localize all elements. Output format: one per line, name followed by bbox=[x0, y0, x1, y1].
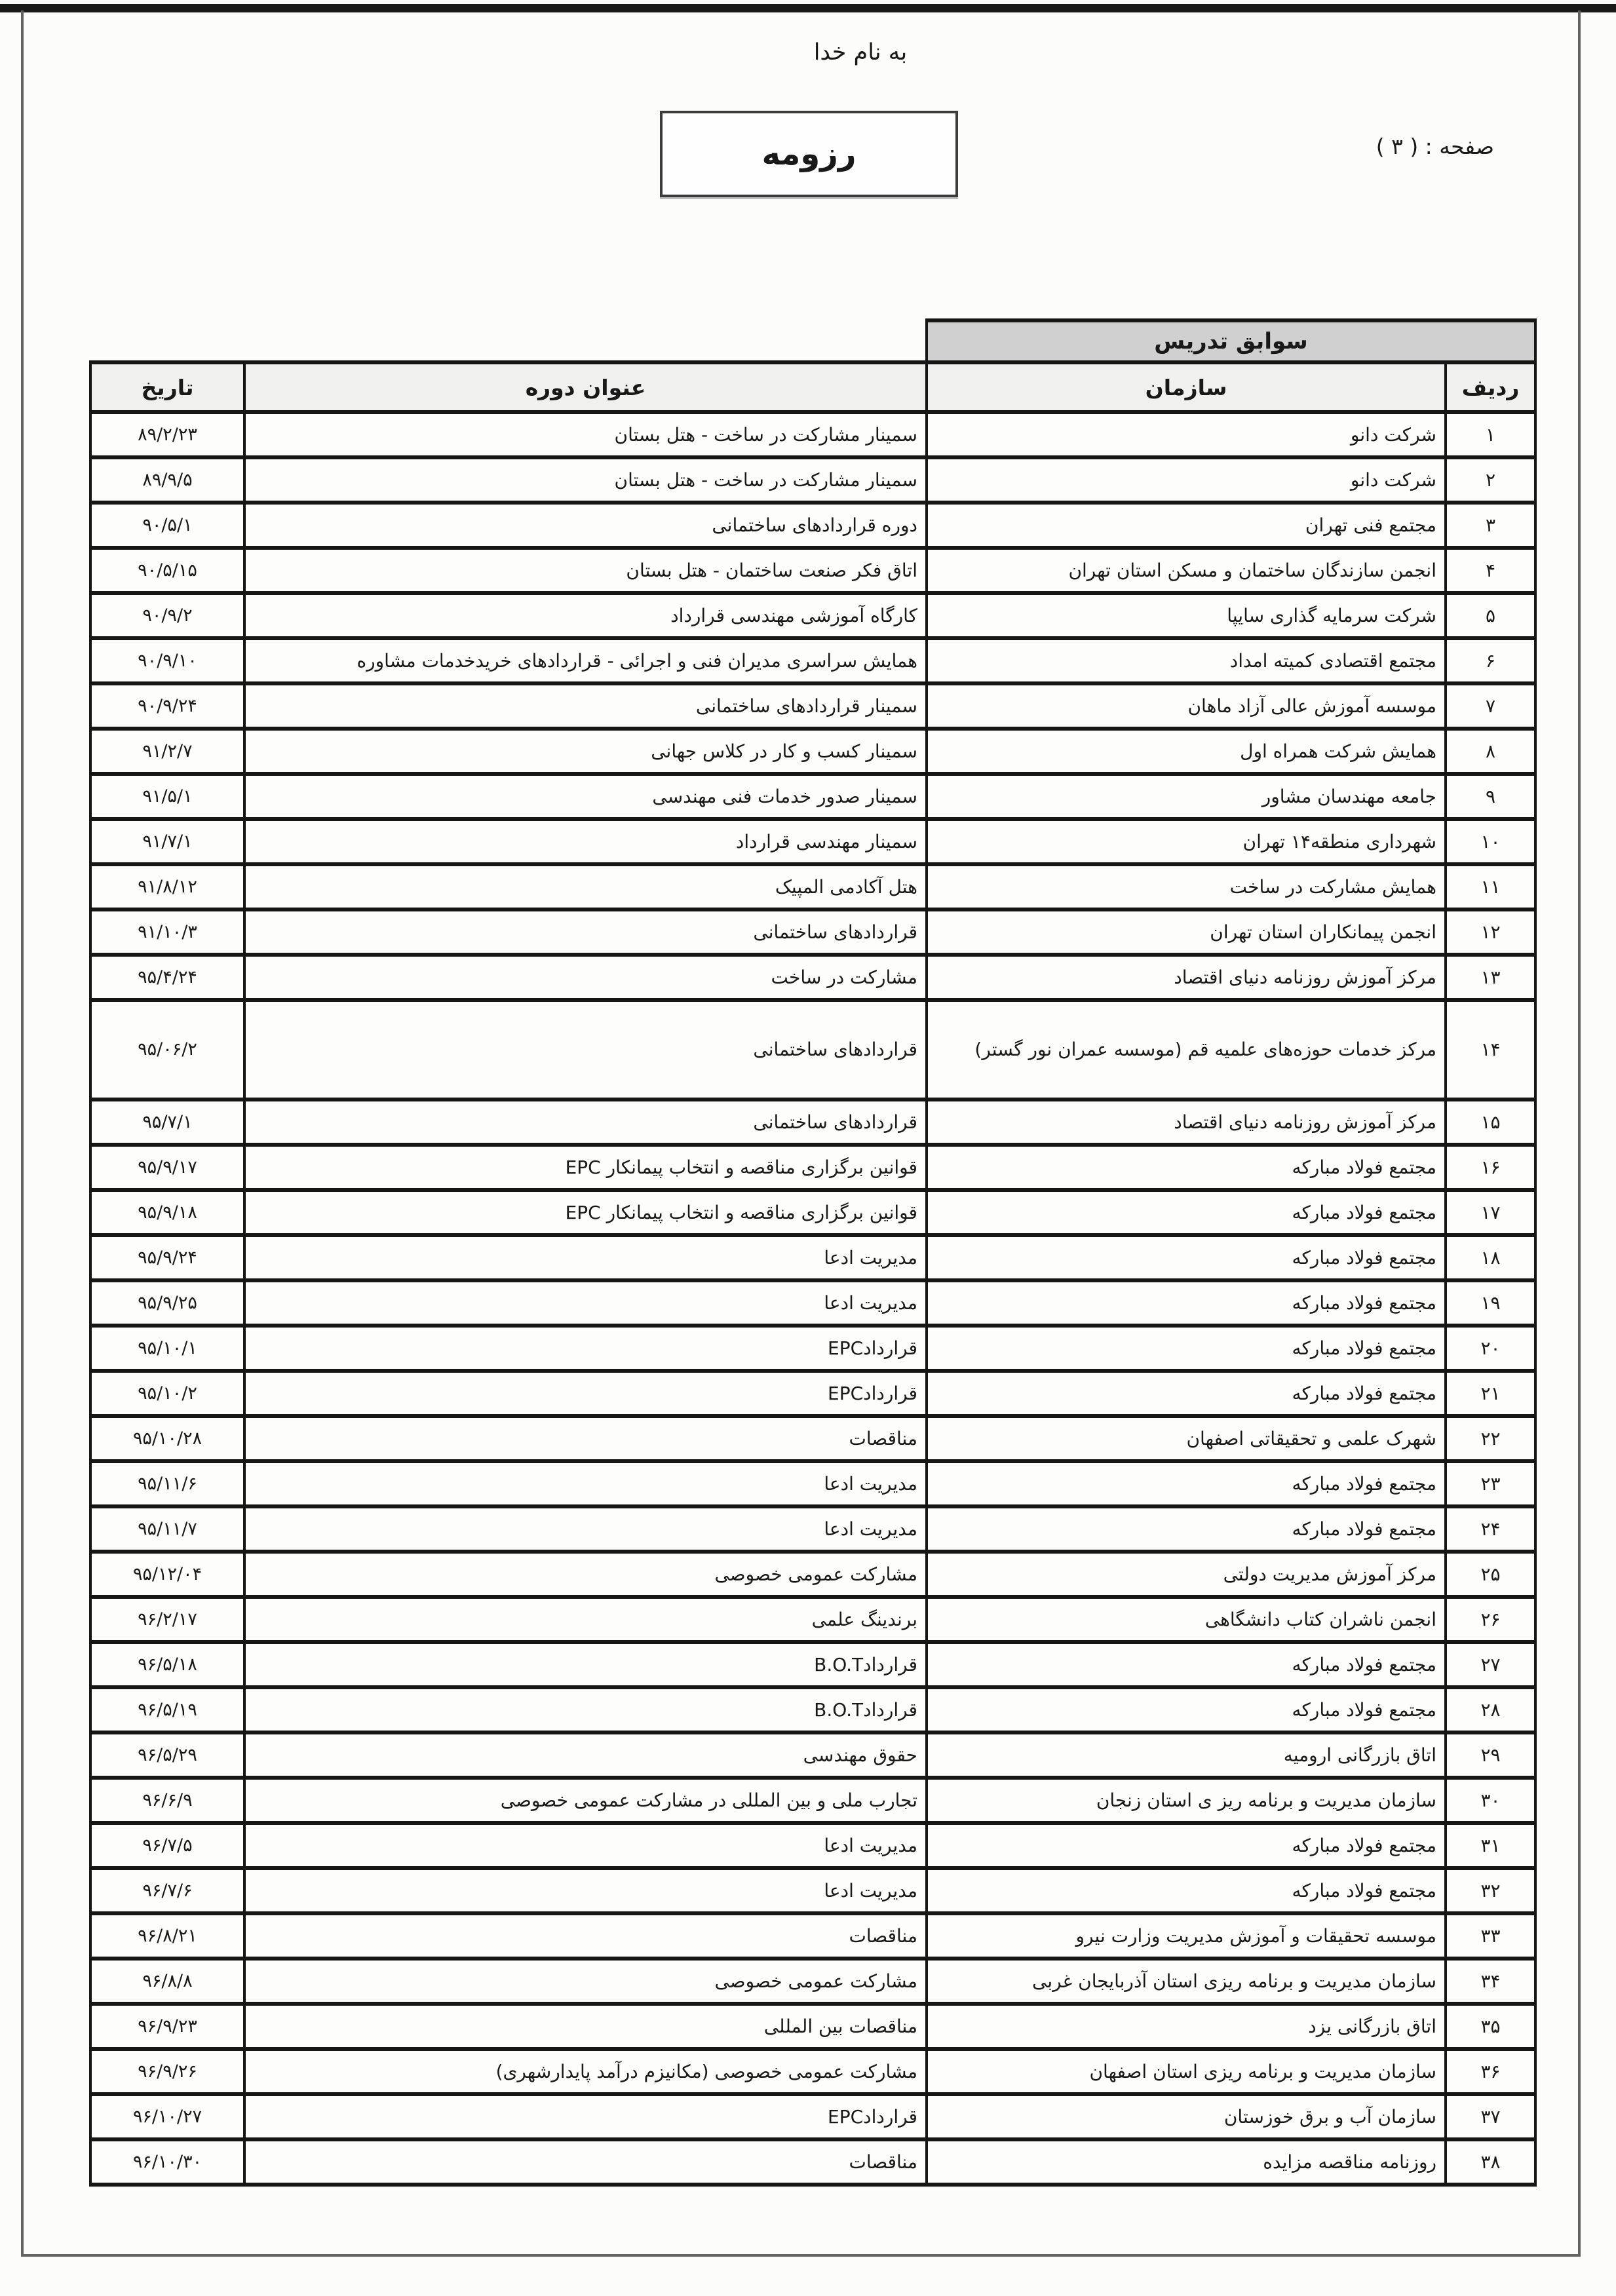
organization-cell: انجمن ناشران کتاب دانشگاهی bbox=[927, 1597, 1446, 1642]
table-row bbox=[90, 2004, 1535, 2049]
course-cell: قوانین برگزاری مناقصه و انتخاب پیمانکار EPC bbox=[244, 1145, 927, 1190]
organization-cell: مجتمع فولاد مبارکه bbox=[927, 1280, 1446, 1326]
rowno-cell: ۲۱ bbox=[1446, 1371, 1535, 1416]
rowno-cell: ۱۰ bbox=[1446, 819, 1535, 864]
date-cell: ۹۱/۱۰/۳ bbox=[90, 909, 244, 955]
section-header-row bbox=[90, 320, 1535, 362]
organization-cell: مجتمع فولاد مبارکه bbox=[927, 1326, 1446, 1371]
rowno-cell: ۱۶ bbox=[1446, 1145, 1535, 1190]
table-row bbox=[90, 729, 1535, 774]
table-section-header: سوابق تدریس bbox=[927, 320, 1535, 362]
rowno-cell: ۷ bbox=[1446, 683, 1535, 729]
course-cell: مناقصات بین المللی bbox=[244, 2004, 927, 2049]
table-row bbox=[90, 1461, 1535, 1506]
organization-cell: سازمان مدیریت و برنامه ریزی استان اصفهان bbox=[927, 2049, 1446, 2094]
date-cell: ۹۱/۸/۱۲ bbox=[90, 864, 244, 909]
date-cell: ۹۵/۱۲/۰۴ bbox=[90, 1552, 244, 1597]
rowno-cell: ۴ bbox=[1446, 548, 1535, 593]
rowno-cell: ۳۰ bbox=[1446, 1778, 1535, 1823]
organization-cell: همایش مشارکت در ساخت bbox=[927, 864, 1446, 909]
rowno-cell: ۶ bbox=[1446, 638, 1535, 683]
date-cell: ۹۰/۵/۱ bbox=[90, 503, 244, 548]
course-cell: قراردادEPC bbox=[244, 1326, 927, 1371]
organization-cell: سازمان مدیریت و برنامه ریزی استان آذربایجان غربی bbox=[927, 1959, 1446, 2004]
table-row bbox=[90, 1597, 1535, 1642]
date-cell: ۹۰/۹/۲ bbox=[90, 593, 244, 638]
course-cell: اتاق فکر صنعت ساختمان - هتل بستان bbox=[244, 548, 927, 593]
organization-cell: انجمن پیمانکاران استان تهران bbox=[927, 909, 1446, 955]
table-row bbox=[90, 2094, 1535, 2139]
table-row bbox=[90, 1868, 1535, 1913]
rowno-cell: ۱۸ bbox=[1446, 1235, 1535, 1280]
table-row bbox=[90, 1371, 1535, 1416]
resume-title-box bbox=[660, 111, 958, 197]
date-cell: ۹۶/۱۰/۳۰ bbox=[90, 2139, 244, 2185]
rowno-cell: ۹ bbox=[1446, 774, 1535, 819]
course-cell: هتل آکادمی المپیک bbox=[244, 864, 927, 909]
organization-cell: سازمان مدیریت و برنامه ریز ی استان زنجان bbox=[927, 1778, 1446, 1823]
table-row bbox=[90, 774, 1535, 819]
date-cell: ۹۵/۱۰/۲۸ bbox=[90, 1416, 244, 1461]
organization-cell: شرکت دانو bbox=[927, 412, 1446, 457]
rowno-cell: ۱۵ bbox=[1446, 1100, 1535, 1145]
date-cell: ۹۶/۷/۶ bbox=[90, 1868, 244, 1913]
date-cell: ۹۵/۱۰/۲ bbox=[90, 1371, 244, 1416]
table-row bbox=[90, 1100, 1535, 1145]
rowno-cell: ۳ bbox=[1446, 503, 1535, 548]
course-cell: سمینار مهندسی قرارداد bbox=[244, 819, 927, 864]
date-cell: ۹۰/۹/۱۰ bbox=[90, 638, 244, 683]
course-cell: کارگاه آموزشی مهندسی قرارداد bbox=[244, 593, 927, 638]
table-row bbox=[90, 955, 1535, 1000]
date-cell: ۹۶/۵/۱۹ bbox=[90, 1687, 244, 1732]
scan-top-band bbox=[0, 4, 1616, 12]
table-row bbox=[90, 1000, 1535, 1100]
course-cell: برندینگ علمی bbox=[244, 1597, 927, 1642]
rowno-cell: ۳۷ bbox=[1446, 2094, 1535, 2139]
rowno-cell: ۲۶ bbox=[1446, 1597, 1535, 1642]
organization-cell: مجتمع فولاد مبارکه bbox=[927, 1687, 1446, 1732]
table-row bbox=[90, 412, 1535, 457]
col-header-rowno: ردیف bbox=[1446, 362, 1535, 412]
course-cell: همایش سراسری مدیران فنی و اجرائی - قراردادهای خریدخدمات مشاوره bbox=[244, 638, 927, 683]
rowno-cell: ۵ bbox=[1446, 593, 1535, 638]
course-cell: سمینار صدور خدمات فنی مهندسی bbox=[244, 774, 927, 819]
date-cell: ۹۶/۹/۲۶ bbox=[90, 2049, 244, 2094]
organization-cell: انجمن سازندگان ساختمان و مسکن استان تهران bbox=[927, 548, 1446, 593]
organization-cell: مجتمع فولاد مبارکه bbox=[927, 1461, 1446, 1506]
date-cell: ۹۵/۰۶/۲ bbox=[90, 1000, 244, 1100]
rowno-cell: ۲۹ bbox=[1446, 1732, 1535, 1778]
course-cell: سمینار کسب و کار در کلاس جهانی bbox=[244, 729, 927, 774]
date-cell: ۹۶/۷/۵ bbox=[90, 1823, 244, 1868]
course-cell: مدیریت ادعا bbox=[244, 1823, 927, 1868]
course-cell: مدیریت ادعا bbox=[244, 1235, 927, 1280]
table-row bbox=[90, 1642, 1535, 1687]
table-row bbox=[90, 2049, 1535, 2094]
bismillah-text: به نام خدا bbox=[813, 39, 908, 66]
table-row bbox=[90, 1190, 1535, 1235]
table-row bbox=[90, 1280, 1535, 1326]
rowno-cell: ۳۳ bbox=[1446, 1913, 1535, 1959]
rowno-cell: ۱۳ bbox=[1446, 955, 1535, 1000]
table-row bbox=[90, 1913, 1535, 1959]
organization-cell: مجتمع فولاد مبارکه bbox=[927, 1371, 1446, 1416]
table-row bbox=[90, 457, 1535, 503]
organization-cell: همایش شرکت همراه اول bbox=[927, 729, 1446, 774]
rowno-cell: ۳۶ bbox=[1446, 2049, 1535, 2094]
organization-cell: جامعه مهندسان مشاور bbox=[927, 774, 1446, 819]
page-number-label: صفحه : ( ۳ ) bbox=[1376, 134, 1494, 159]
date-cell: ۹۶/۹/۲۳ bbox=[90, 2004, 244, 2049]
table-row bbox=[90, 1687, 1535, 1732]
organization-cell: اتاق بازرگانی ارومیه bbox=[927, 1732, 1446, 1778]
organization-cell: مجتمع فولاد مبارکه bbox=[927, 1235, 1446, 1280]
rowno-cell: ۱۱ bbox=[1446, 864, 1535, 909]
course-cell: مشارکت عمومی خصوصی bbox=[244, 1959, 927, 2004]
organization-cell: شرکت سرمایه گذاری سایپا bbox=[927, 593, 1446, 638]
table-body bbox=[90, 412, 1535, 2185]
course-cell: قراردادهای ساختمانی bbox=[244, 1000, 927, 1100]
rowno-cell: ۱۲ bbox=[1446, 909, 1535, 955]
organization-cell: شهرک علمی و تحقیقاتی اصفهان bbox=[927, 1416, 1446, 1461]
course-cell: قراردادEPC bbox=[244, 2094, 927, 2139]
date-cell: ۹۵/۹/۱۸ bbox=[90, 1190, 244, 1235]
date-cell: ۹۶/۲/۱۷ bbox=[90, 1597, 244, 1642]
table-row bbox=[90, 683, 1535, 729]
date-cell: ۹۶/۱۰/۲۷ bbox=[90, 2094, 244, 2139]
resume-title: رزومه bbox=[761, 136, 856, 172]
organization-cell: مجتمع فولاد مبارکه bbox=[927, 1506, 1446, 1552]
table-row bbox=[90, 1778, 1535, 1823]
organization-cell: موسسه آموزش عالی آزاد ماهان bbox=[927, 683, 1446, 729]
organization-cell: مرکز خدمات حوزه‌های علمیه قم (موسسه عمران نور گستر) bbox=[927, 1000, 1446, 1100]
table-row bbox=[90, 593, 1535, 638]
table-row bbox=[90, 548, 1535, 593]
rowno-cell: ۳۸ bbox=[1446, 2139, 1535, 2185]
organization-cell: اتاق بازرگانی یزد bbox=[927, 2004, 1446, 2049]
table-row bbox=[90, 1506, 1535, 1552]
date-cell: ۹۵/۱۱/۷ bbox=[90, 1506, 244, 1552]
organization-cell: مجتمع فنی تهران bbox=[927, 503, 1446, 548]
rowno-cell: ۲۷ bbox=[1446, 1642, 1535, 1687]
course-cell: تجارب ملی و بین المللی در مشارکت عمومی خصوصی bbox=[244, 1778, 927, 1823]
rowno-cell: ۲۵ bbox=[1446, 1552, 1535, 1597]
organization-cell: روزنامه مناقصه مزایده bbox=[927, 2139, 1446, 2185]
teaching-history-table bbox=[89, 318, 1537, 2187]
table-row bbox=[90, 1732, 1535, 1778]
table-row bbox=[90, 1552, 1535, 1597]
date-cell: ۹۵/۱۱/۶ bbox=[90, 1461, 244, 1506]
course-cell: قراردادهای ساختمانی bbox=[244, 1100, 927, 1145]
table-row bbox=[90, 503, 1535, 548]
date-cell: ۹۶/۸/۸ bbox=[90, 1959, 244, 2004]
col-header-date: تاریخ bbox=[90, 362, 244, 412]
course-cell: دوره قراردادهای ساختمانی bbox=[244, 503, 927, 548]
course-cell: مدیریت ادعا bbox=[244, 1280, 927, 1326]
date-cell: ۹۵/۹/۲۵ bbox=[90, 1280, 244, 1326]
organization-cell: مجتمع فولاد مبارکه bbox=[927, 1145, 1446, 1190]
table-row bbox=[90, 909, 1535, 955]
table-row bbox=[90, 2139, 1535, 2185]
course-cell: سمینار قراردادهای ساختمانی bbox=[244, 683, 927, 729]
table-row bbox=[90, 864, 1535, 909]
course-cell: قراردادB.O.T bbox=[244, 1687, 927, 1732]
course-cell: سمینار مشارکت در ساخت - هتل بستان bbox=[244, 412, 927, 457]
course-cell: مدیریت ادعا bbox=[244, 1868, 927, 1913]
date-cell: ۹۵/۷/۱ bbox=[90, 1100, 244, 1145]
table-row bbox=[90, 1235, 1535, 1280]
col-header-organization: سازمان bbox=[927, 362, 1446, 412]
organization-cell: مجتمع فولاد مبارکه bbox=[927, 1190, 1446, 1235]
rowno-cell: ۲۰ bbox=[1446, 1326, 1535, 1371]
rowno-cell: ۲ bbox=[1446, 457, 1535, 503]
rowno-cell: ۱۹ bbox=[1446, 1280, 1535, 1326]
organization-cell: مجتمع فولاد مبارکه bbox=[927, 1642, 1446, 1687]
rowno-cell: ۳۱ bbox=[1446, 1823, 1535, 1868]
rowno-cell: ۱۴ bbox=[1446, 1000, 1535, 1100]
date-cell: ۹۵/۴/۲۴ bbox=[90, 955, 244, 1000]
rowno-cell: ۲۴ bbox=[1446, 1506, 1535, 1552]
table-row bbox=[90, 1823, 1535, 1868]
rowno-cell: ۳۲ bbox=[1446, 1868, 1535, 1913]
col-header-course: عنوان دوره bbox=[244, 362, 927, 412]
course-cell: قوانین برگزاری مناقصه و انتخاب پیمانکار EPC bbox=[244, 1190, 927, 1235]
course-cell: قراردادهای ساختمانی bbox=[244, 909, 927, 955]
rowno-cell: ۱ bbox=[1446, 412, 1535, 457]
organization-cell: مجتمع فولاد مبارکه bbox=[927, 1868, 1446, 1913]
course-cell: مناقصات bbox=[244, 2139, 927, 2185]
table-row bbox=[90, 1959, 1535, 2004]
teaching-history-section bbox=[92, 318, 1537, 2187]
course-cell: قراردادEPC bbox=[244, 1371, 927, 1416]
table-row bbox=[90, 1145, 1535, 1190]
date-cell: ۹۶/۸/۲۱ bbox=[90, 1913, 244, 1959]
organization-cell: موسسه تحقیقات و آموزش مدیریت وزارت نیرو bbox=[927, 1913, 1446, 1959]
date-cell: ۹۵/۹/۱۷ bbox=[90, 1145, 244, 1190]
organization-cell: مرکز آموزش روزنامه دنیای اقتصاد bbox=[927, 955, 1446, 1000]
course-cell: قراردادB.O.T bbox=[244, 1642, 927, 1687]
date-cell: ۹۰/۵/۱۵ bbox=[90, 548, 244, 593]
course-cell: مناقصات bbox=[244, 1913, 927, 1959]
rowno-cell: ۳۴ bbox=[1446, 1959, 1535, 2004]
rowno-cell: ۲۸ bbox=[1446, 1687, 1535, 1732]
course-cell: مدیریت ادعا bbox=[244, 1506, 927, 1552]
date-cell: ۸۹/۹/۵ bbox=[90, 457, 244, 503]
date-cell: ۹۰/۹/۲۴ bbox=[90, 683, 244, 729]
date-cell: ۹۵/۱۰/۱ bbox=[90, 1326, 244, 1371]
rowno-cell: ۸ bbox=[1446, 729, 1535, 774]
organization-cell: مجتمع اقتصادی کمیته امداد bbox=[927, 638, 1446, 683]
date-cell: ۹۱/۵/۱ bbox=[90, 774, 244, 819]
organization-cell: مرکز آموزش مدیریت دولتی bbox=[927, 1552, 1446, 1597]
organization-cell: مجتمع فولاد مبارکه bbox=[927, 1823, 1446, 1868]
course-cell: مشارکت عمومی خصوصی (مکانیزم درآمد پایدارشهری) bbox=[244, 2049, 927, 2094]
date-cell: ۸۹/۲/۲۳ bbox=[90, 412, 244, 457]
rowno-cell: ۳۵ bbox=[1446, 2004, 1535, 2049]
course-cell: حقوق مهندسی bbox=[244, 1732, 927, 1778]
date-cell: ۹۱/۷/۱ bbox=[90, 819, 244, 864]
table-row bbox=[90, 1326, 1535, 1371]
section-header-spacer bbox=[90, 320, 927, 362]
rowno-cell: ۲۲ bbox=[1446, 1416, 1535, 1461]
date-cell: ۹۱/۲/۷ bbox=[90, 729, 244, 774]
table-row bbox=[90, 819, 1535, 864]
rowno-cell: ۲۳ bbox=[1446, 1461, 1535, 1506]
organization-cell: سازمان آب و برق خوزستان bbox=[927, 2094, 1446, 2139]
organization-cell: شهرداری منطقه۱۴ تهران bbox=[927, 819, 1446, 864]
date-cell: ۹۶/۶/۹ bbox=[90, 1778, 244, 1823]
date-cell: ۹۵/۹/۲۴ bbox=[90, 1235, 244, 1280]
organization-cell: شرکت دانو bbox=[927, 457, 1446, 503]
table-row bbox=[90, 1416, 1535, 1461]
course-cell: سمینار مشارکت در ساخت - هتل بستان bbox=[244, 457, 927, 503]
course-cell: مشارکت در ساخت bbox=[244, 955, 927, 1000]
rowno-cell: ۱۷ bbox=[1446, 1190, 1535, 1235]
date-cell: ۹۶/۵/۱۸ bbox=[90, 1642, 244, 1687]
course-cell: مشارکت عمومی خصوصی bbox=[244, 1552, 927, 1597]
course-cell: مناقصات bbox=[244, 1416, 927, 1461]
column-header-row bbox=[90, 362, 1535, 412]
course-cell: مدیریت ادعا bbox=[244, 1461, 927, 1506]
organization-cell: مرکز آموزش روزنامه دنیای اقتصاد bbox=[927, 1100, 1446, 1145]
date-cell: ۹۶/۵/۲۹ bbox=[90, 1732, 244, 1778]
table-row bbox=[90, 638, 1535, 683]
